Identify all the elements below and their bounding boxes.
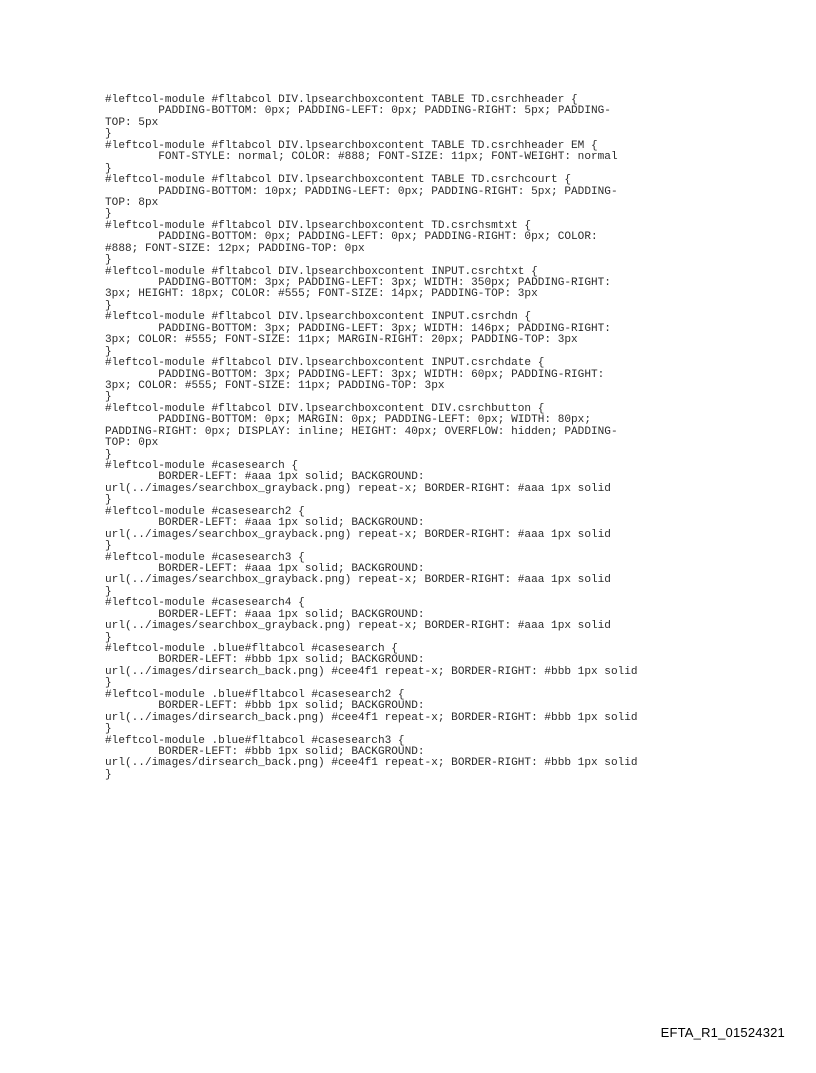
code-line: #leftcol-module #fltabcol DIV.lpsearchboxcontent TD.csrchsmtxt { <box>105 219 532 232</box>
code-line: TOP: 0px <box>105 437 159 450</box>
code-line: #leftcol-module #fltabcol DIV.lpsearchboxcontent TABLE TD.csrchheader { <box>105 94 578 106</box>
code-line: } <box>105 585 112 598</box>
code-line: 3px; HEIGHT: 18px; COLOR: #555; FONT-SIZE: 14px; PADDING-TOP: 3px <box>105 288 538 301</box>
code-line: #leftcol-module #casesearch4 { <box>105 597 305 610</box>
code-line: } <box>105 208 112 221</box>
code-line: 3px; COLOR: #555; FONT-SIZE: 11px; MARGIN-RIGHT: 20px; PADDING-TOP: 3px <box>105 334 578 347</box>
code-line: } <box>105 345 112 358</box>
code-line: #leftcol-module #casesearch2 { <box>105 505 305 518</box>
code-line: #888; FONT-SIZE: 12px; PADDING-TOP: 0px <box>105 242 365 255</box>
code-line: BORDER-LEFT: #bbb 1px solid; BACKGROUND: <box>105 700 425 713</box>
code-line: } <box>105 677 112 690</box>
code-line: } <box>105 448 112 461</box>
code-line: BORDER-LEFT: #aaa 1px solid; BACKGROUND: <box>105 517 425 530</box>
code-line: url(../images/searchbox_grayback.png) repeat-x; BORDER-RIGHT: #aaa 1px solid <box>105 620 611 633</box>
code-line: } <box>105 128 112 141</box>
code-line: url(../images/dirsearch_back.png) #cee4f1 repeat-x; BORDER-RIGHT: #bbb 1px solid <box>105 665 638 678</box>
code-line: PADDING-RIGHT: 0px; DISPLAY: inline; HEIGHT: 40px; OVERFLOW: hidden; PADDING- <box>105 425 618 438</box>
document-id-stamp: EFTA_R1_01524321 <box>660 1025 785 1040</box>
code-line: #leftcol-module #fltabcol DIV.lpsearchboxcontent TABLE TD.csrchcourt { <box>105 174 572 187</box>
code-line: #leftcol-module .blue#fltabcol #casesearch2 { <box>105 688 405 701</box>
code-line: url(../images/searchbox_grayback.png) repeat-x; BORDER-RIGHT: #aaa 1px solid <box>105 482 611 495</box>
code-line: } <box>105 254 112 267</box>
code-line: BORDER-LEFT: #aaa 1px solid; BACKGROUND: <box>105 608 425 621</box>
code-line: PADDING-BOTTOM: 0px; PADDING-LEFT: 0px; PADDING-RIGHT: 5px; PADDING- <box>105 105 611 118</box>
code-line: BORDER-LEFT: #bbb 1px solid; BACKGROUND: <box>105 745 425 758</box>
code-line: } <box>105 494 112 507</box>
code-line: } <box>105 631 112 644</box>
code-line: url(../images/searchbox_grayback.png) repeat-x; BORDER-RIGHT: #aaa 1px solid <box>105 528 611 541</box>
code-line: 3px; COLOR: #555; FONT-SIZE: 11px; PADDING-TOP: 3px <box>105 379 445 392</box>
code-line: #leftcol-module #fltabcol DIV.lpsearchboxcontent DIV.csrchbutton { <box>105 402 545 415</box>
code-line: TOP: 5px <box>105 116 159 129</box>
code-line: FONT-STYLE: normal; COLOR: #888; FONT-SIZE: 11px; FONT-WEIGHT: normal <box>105 151 618 164</box>
code-line: TOP: 8px <box>105 196 159 209</box>
code-line: } <box>105 391 112 404</box>
code-line: PADDING-BOTTOM: 3px; PADDING-LEFT: 3px; WIDTH: 350px; PADDING-RIGHT: <box>105 277 611 289</box>
code-line: BORDER-LEFT: #aaa 1px solid; BACKGROUND: <box>105 562 425 575</box>
code-line: } <box>105 162 112 175</box>
code-line: PADDING-BOTTOM: 0px; MARGIN: 0px; PADDING-LEFT: 0px; WIDTH: 80px; <box>105 414 591 427</box>
code-line: #leftcol-module .blue#fltabcol #casesearch3 { <box>105 734 405 747</box>
code-line: #leftcol-module #fltabcol DIV.lpsearchboxcontent INPUT.csrchtxt { <box>105 265 538 278</box>
code-line: #leftcol-module #casesearch3 { <box>105 551 305 564</box>
code-line: #leftcol-module #fltabcol DIV.lpsearchboxcontent TABLE TD.csrchheader EM { <box>105 139 598 152</box>
code-line: #leftcol-module #fltabcol DIV.lpsearchboxcontent INPUT.csrchdate { <box>105 357 545 370</box>
code-line: url(../images/dirsearch_back.png) #cee4f1 repeat-x; BORDER-RIGHT: #bbb 1px solid <box>105 711 638 724</box>
code-line: url(../images/dirsearch_back.png) #cee4f1 repeat-x; BORDER-RIGHT: #bbb 1px solid <box>105 757 638 770</box>
code-line: #leftcol-module .blue#fltabcol #casesearch { <box>105 643 398 655</box>
code-line: } <box>105 768 112 781</box>
code-line: } <box>105 299 112 312</box>
code-line: BORDER-LEFT: #bbb 1px solid; BACKGROUND: <box>105 654 425 667</box>
code-line: PADDING-BOTTOM: 3px; PADDING-LEFT: 3px; WIDTH: 146px; PADDING-RIGHT: <box>105 322 611 335</box>
code-line: PADDING-BOTTOM: 10px; PADDING-LEFT: 0px; PADDING-RIGHT: 5px; PADDING- <box>105 185 618 198</box>
code-line: } <box>105 723 112 736</box>
css-code-listing <box>105 95 745 781</box>
code-line: BORDER-LEFT: #aaa 1px solid; BACKGROUND: <box>105 471 425 484</box>
code-line: #leftcol-module #fltabcol DIV.lpsearchboxcontent INPUT.csrchdn { <box>105 311 532 324</box>
code-line: PADDING-BOTTOM: 0px; PADDING-LEFT: 0px; PADDING-RIGHT: 0px; COLOR: <box>105 231 598 244</box>
code-line: url(../images/searchbox_grayback.png) repeat-x; BORDER-RIGHT: #aaa 1px solid <box>105 574 611 587</box>
code-line: PADDING-BOTTOM: 3px; PADDING-LEFT: 3px; WIDTH: 60px; PADDING-RIGHT: <box>105 368 605 381</box>
code-line: #leftcol-module #casesearch { <box>105 460 299 472</box>
code-line: } <box>105 540 112 553</box>
